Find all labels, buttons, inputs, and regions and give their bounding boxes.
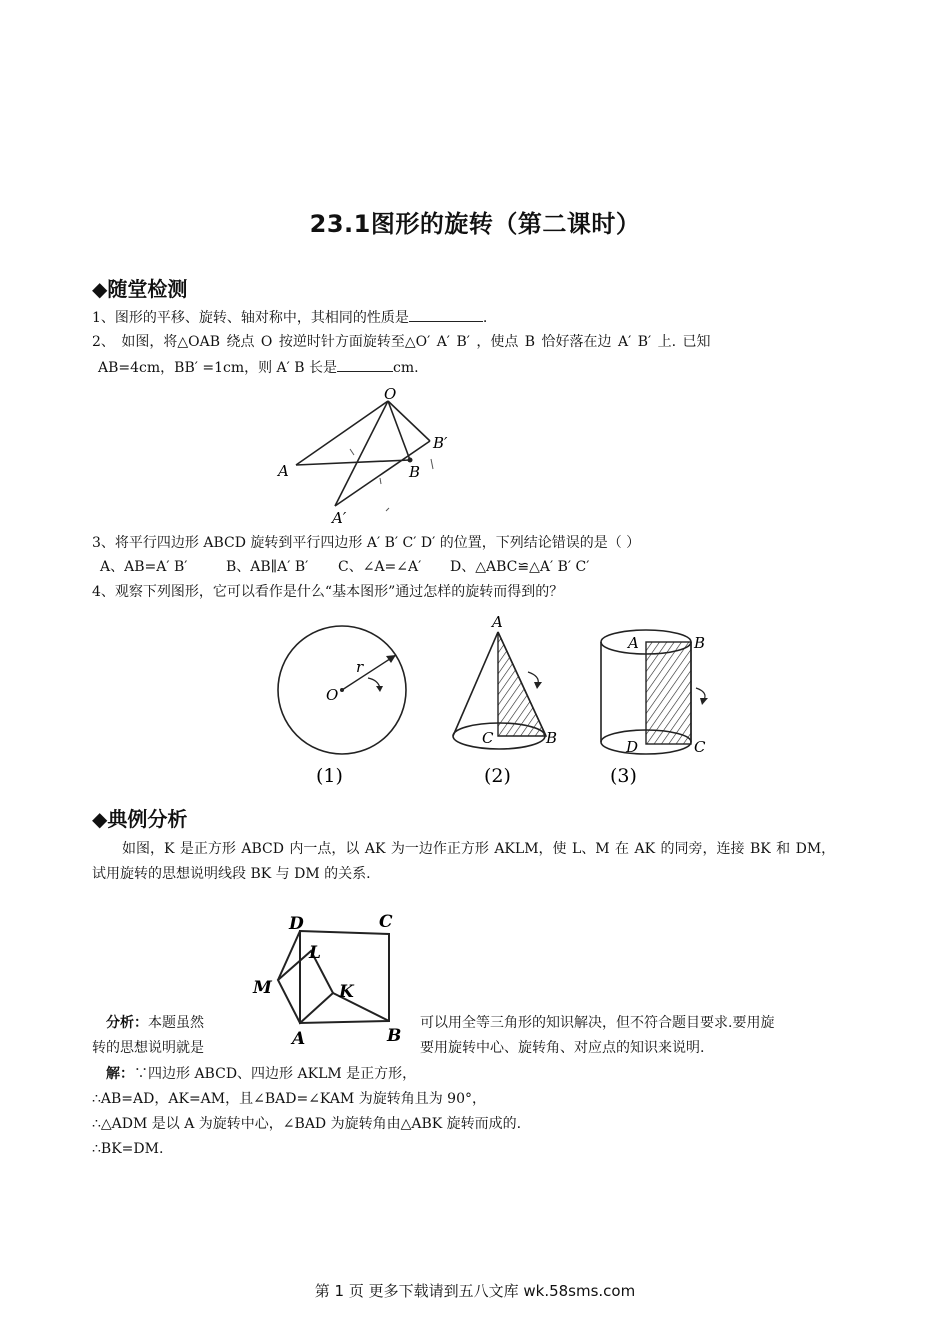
edge-OB <box>388 401 410 460</box>
analysis-right-line2: 要用旋转中心、旋转角、对应点的知识来说明. <box>420 1040 705 1056</box>
example-line2: 试用旋转的思想说明线段 BK 与 DM 的关系. <box>92 866 371 882</box>
label-O: O <box>384 385 397 403</box>
label-D: D <box>289 914 304 934</box>
label-A: A <box>492 613 503 631</box>
page-footer: 第 1 页 更多下载请到五八文库 wk.58sms.com <box>314 1282 636 1300</box>
label-r: r <box>356 658 364 676</box>
cone-figure <box>453 613 557 787</box>
question-4-stem: 4、观察下列图形，它可以看作是什么“基本图形”通过怎样的旋转而得到的？ <box>92 584 564 600</box>
analysis-left-line1 <box>106 1013 204 1033</box>
label-C: C <box>694 738 706 756</box>
solution-line1 <box>106 1064 416 1084</box>
question-2-text: AB=4cm，BB′ =1cm，则 A′ B 长是 <box>98 360 338 376</box>
question-2-line1: 2、 如图，将△OAB 绕点 O 按逆时针方面旋转至△O′ A′ B′ ，使点 B 恰好落在边 A′ B′ 上. 已知 <box>92 334 711 350</box>
tick-mark <box>350 449 354 455</box>
tick-mark <box>380 478 381 484</box>
point-B <box>408 458 413 463</box>
edge-AO <box>296 401 388 465</box>
label-C: C <box>482 729 494 747</box>
label-A-prime: A′ <box>332 509 347 527</box>
label-L: L <box>309 943 321 963</box>
tick-mark <box>431 459 433 469</box>
label-B: B <box>694 634 706 652</box>
question-1 <box>92 307 487 328</box>
question-2-unit: cm. <box>393 360 419 376</box>
solution-line2: ∴AB=AD，AK=AM，且∠BAD=∠KAM 为旋转角且为 90°， <box>92 1091 486 1107</box>
edge-AB <box>296 460 410 465</box>
label-D: D <box>626 738 639 756</box>
diamond-icon: ◆ <box>92 277 108 301</box>
answer-blank <box>337 357 393 372</box>
caption-1: (1) <box>316 765 343 787</box>
solution-text: ∵四边形 ABCD、四边形 AKLM 是正方形， <box>134 1066 417 1082</box>
section-title: 随堂检测 <box>107 277 188 301</box>
label-B: B <box>387 1026 402 1046</box>
section-title: 典例分析 <box>107 807 188 831</box>
label-B: B <box>546 729 558 747</box>
edge-OA2 <box>335 401 388 506</box>
label-A: A <box>292 1029 306 1049</box>
rotation-solids-figure <box>270 612 730 792</box>
label-A: A <box>278 462 289 480</box>
caption-2: (2) <box>484 765 511 787</box>
analysis-label: 分析： <box>106 1015 148 1031</box>
solution-label: 解： <box>106 1066 134 1082</box>
segment-DM <box>278 931 300 980</box>
circle-figure <box>278 626 406 787</box>
question-1-text: 1、图形的平移、旋转、轴对称中，其相同的性质是 <box>92 310 409 326</box>
page-title: 23.1图形的旋转（第二课时） <box>309 210 641 238</box>
label-C: C <box>379 912 393 932</box>
option-d: D、△ABC≌△A′ B′ C′ <box>450 559 590 575</box>
question-2-line2 <box>98 357 419 378</box>
edge-OB2 <box>388 401 430 441</box>
question-1-end: . <box>482 310 488 326</box>
label-B-prime: B′ <box>433 434 448 452</box>
label-A: A <box>628 634 639 652</box>
label-O: O <box>326 686 339 704</box>
question-3-options <box>100 557 589 577</box>
label-B: B <box>409 463 421 481</box>
solution-line3: ∴△ADM 是以 A 为旋转中心，∠BAD 为旋转角由△ABK 旋转而成的. <box>92 1116 522 1132</box>
label-M: M <box>253 978 272 998</box>
option-a: A、AB=A′ B′ <box>100 559 188 575</box>
rotation-triangle-figure <box>270 383 470 528</box>
cylinder-figure <box>601 630 708 787</box>
tick-mark <box>386 508 389 511</box>
analysis-right-line1: 可以用全等三角形的知识解决，但不符合题目要求.要用旋 <box>420 1015 775 1031</box>
diamond-icon: ◆ <box>92 807 108 831</box>
question-3-stem: 3、将平行四边形 ABCD 旋转到平行四边形 A′ B′ C′ D′ 的位置，下列结论错误的是（ ） <box>92 535 641 551</box>
caption-3: (3) <box>610 765 637 787</box>
answer-blank <box>409 307 483 322</box>
section-heading-example <box>92 803 187 832</box>
option-c: C、∠A=∠A′ <box>338 559 422 575</box>
analysis-text: 本题虽然 <box>148 1015 204 1031</box>
label-K: K <box>339 982 354 1002</box>
analysis-left-line2: 转的思想说明就是 <box>92 1040 204 1056</box>
example-line1: 如图，K 是正方形 ABCD 内一点，以 AK 为一边作正方形 AKLM，使 L、M 在 AK 的同旁，连接 BK 和 DM， <box>122 841 836 857</box>
solution-line4: ∴BK=DM. <box>92 1141 164 1157</box>
option-b: B、AB∥A′ B′ <box>226 559 309 575</box>
squares-figure <box>245 907 415 1052</box>
section-heading-practice <box>92 273 187 302</box>
